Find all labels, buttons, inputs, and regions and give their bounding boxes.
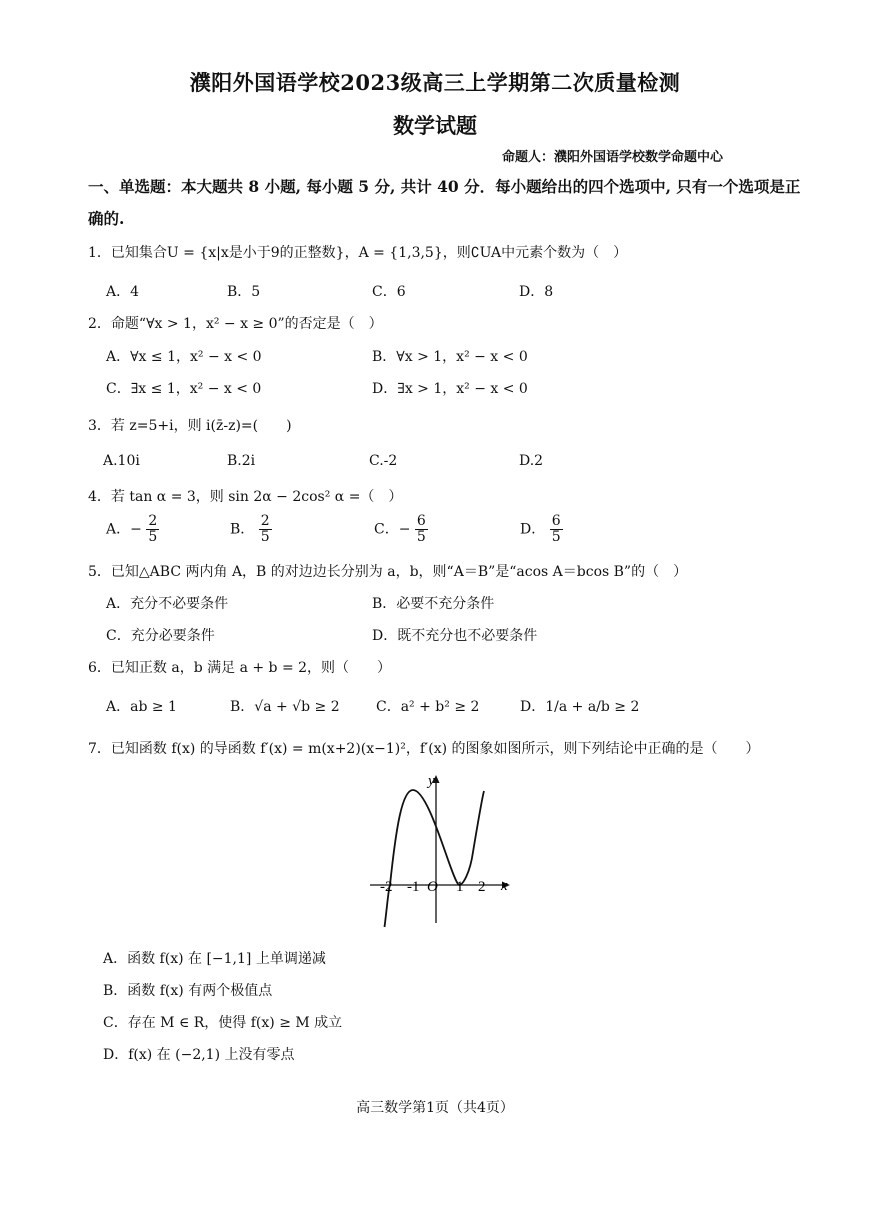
q3-option-d: D.2 [519, 453, 544, 469]
q7-option-d: D．f(x) 在 (−2,1) 上没有零点 [103, 1047, 295, 1063]
q2-option-b: B．∀x > 1，x² − x < 0 [372, 349, 528, 365]
q4-option-b-fraction [259, 514, 272, 545]
q4-option-a-sign: − [130, 521, 142, 538]
q4-option-c-label: C． [374, 521, 399, 538]
q6-option-d: D．1/a + a/b ≥ 2 [520, 699, 640, 715]
section-heading: 一、单选题：本大题共 8 小题, 每小题 5 分, 共计 40 分．每小题给出的四个选项中, 只有一个选项是正确的. [88, 177, 801, 228]
tick-label-2: 2 [478, 879, 486, 895]
q4-option-a-label: A． [106, 521, 131, 538]
q3-option-c: C.-2 [369, 453, 398, 469]
question-5-stem: 5．已知△ABC 两内角 A，B 的对边边长分别为 a，b，则“A＝B”是“acos A＝bcos B”的（ ） [88, 564, 688, 580]
q4-option-d-fraction [550, 514, 563, 545]
denominator: 5 [260, 529, 270, 545]
q2-option-a: A．∀x ≤ 1，x² − x < 0 [106, 349, 262, 365]
denominator: 5 [551, 529, 561, 545]
denominator: 5 [148, 529, 158, 545]
q4-option-a [106, 514, 159, 545]
origin-label: O [427, 879, 438, 895]
q1-option-d: D．8 [519, 284, 554, 300]
q5-option-a: A．充分不必要条件 [106, 596, 229, 612]
q1-option-b: B．5 [227, 284, 261, 300]
q4-option-c-sign: − [398, 521, 411, 538]
x-axis-label: x [501, 878, 508, 894]
q4-option-c-fraction [415, 514, 428, 545]
q4-option-d [520, 514, 563, 545]
q6-option-a: A．ab ≥ 1 [106, 699, 177, 715]
derivative-graph [360, 768, 520, 928]
question-6-stem: 6．已知正数 a，b 满足 a + b = 2，则（ ） [88, 660, 392, 676]
question-3-stem: 3．若 z=5+i，则 i(z̄-z)=( ) [88, 418, 292, 434]
q3-option-b: B.2i [227, 453, 256, 469]
exam-title: 濮阳外国语学校2023级高三上学期第二次质量检测 [189, 70, 681, 95]
exam-subtitle: 数学试题 [393, 113, 477, 138]
page-footer: 高三数学第1页（共4页） [356, 1100, 514, 1116]
tick-label-1: 1 [456, 879, 464, 895]
q2-option-d: D．∃x > 1，x² − x < 0 [372, 381, 528, 397]
tick-label-neg2: -2 [380, 879, 393, 895]
tick-label-neg1: -1 [407, 879, 420, 895]
derivative-curve [385, 790, 485, 927]
y-axis-label: y [428, 773, 435, 789]
q6-option-c: C．a² + b² ≥ 2 [376, 699, 480, 715]
numerator: 6 [416, 513, 426, 529]
author-line: 命题人：濮阳外国语学校数学命题中心 [502, 150, 724, 165]
q1-option-c: C．6 [372, 284, 406, 300]
question-1-stem: 1．已知集合U = {x|x是小于9的正整数}，A = {1,3,5}，则∁UA中元素个数为（ ） [88, 245, 628, 261]
numerator: 2 [260, 513, 270, 529]
denominator: 5 [416, 529, 426, 545]
q7-option-a: A．函数 f(x) 在 [−1,1] 上单调递减 [103, 951, 326, 967]
q2-option-c: C．∃x ≤ 1，x² − x < 0 [106, 381, 262, 397]
q6-option-b: B．√a + √b ≥ 2 [230, 699, 340, 715]
question-7-stem: 7．已知函数 f(x) 的导函数 f′(x) = m(x+2)(x−1)²，f′(x) 的图象如图所示，则下列结论中正确的是（ ） [88, 741, 760, 757]
q5-option-c: C．充分必要条件 [106, 628, 215, 644]
q7-option-b: B．函数 f(x) 有两个极值点 [103, 983, 273, 999]
q3-option-a: A.10i [103, 453, 140, 469]
numerator: 2 [148, 513, 158, 529]
q4-option-d-label: D． [520, 521, 546, 538]
q4-option-b-label: B． [230, 521, 255, 538]
q5-option-d: D．既不充分也不必要条件 [372, 628, 538, 644]
q4-option-c [374, 514, 428, 545]
q4-option-a-fraction [146, 514, 159, 545]
q7-option-c: C．存在 M ∈ R，使得 f(x) ≥ M 成立 [103, 1015, 343, 1031]
q5-option-b: B．必要不充分条件 [372, 596, 495, 612]
q4-option-b [230, 514, 272, 545]
numerator: 6 [551, 513, 561, 529]
q1-option-a: A．4 [106, 284, 140, 300]
question-2-stem: 2．命题“∀x > 1，x² − x ≥ 0”的否定是（ ） [88, 316, 383, 332]
question-4-stem: 4．若 tan α = 3，则 sin 2α − 2cos² α =（ ） [88, 489, 403, 505]
